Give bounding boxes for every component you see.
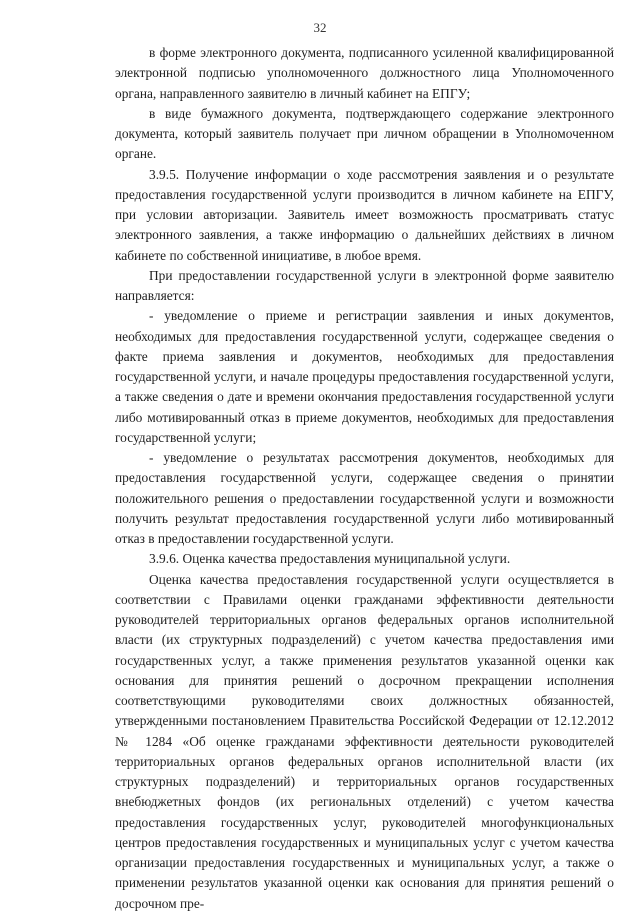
paragraph-8: Оценка качества предоставления государственной услуги осуществляется в соответствии с Правилами оценки гражданами эффективности деятельности руководителей территориальных органов федеральных органов исполнительной власти (их структурных подразделений) с учетом качества предоставления ими государственных услуг, а также применения результатов указанной оценки как основания для принятия решений о досрочном прекращении исполнения соответствующими руководителями своих должностных обязанностей, утвержденными постановлением Правительства Российской Федерации от 12.12.2012 № 1284 «Об оценке гражданами эффективности деятельности руководителей территориальных органов федеральных органов исполнительной власти (их структурных подразделений) и территориальных органов государственных внебюджетных фондов (их региональных отделений) с учетом качества предоставления государственных услуг, руководителей многофункциональных центров предоставления государственных и муниципальных услуг с учетом качества организации предоставления государственных и муниципальных услуг, а также о применении результатов указанной оценки как основания для принятия решений о досрочном пре-: [115, 571, 614, 911]
paragraph-4: При предоставлении государственной услуги в электронной форме заявителю направляется:: [115, 267, 614, 303]
paragraph-7: 3.9.6. Оценка качества предоставления муниципальной услуги.: [149, 551, 511, 567]
paragraph-2: в виде бумажного документа, подтверждающего содержание электронного документа, который заявитель получает при личном обращении в Уполномоченном органе.: [115, 105, 614, 162]
paragraph-5: - уведомление о приеме и регистрации заявления и иных документов, необходимых для предоставления государственной услуги, содержащее сведения о факте приема заявления и документов, необходимых для предоставления государственной услуги, и начале процедуры предоставления государственной услуги, а также сведения о дате и времени окончания предоставления государственной услуги либо мотивированный отказ в приеме документов, необходимых для предоставления государственной услуги;: [115, 308, 614, 445]
paragraph-3: 3.9.5. Получение информации о ходе рассмотрения заявления и о результате предоставления государственной услуги производится в личном кабинете на ЕПГУ, при условии авторизации. Заявитель имеет возможность просматривать статус электронного заявления, а также информацию о дальнейших действиях в личном кабинете по собственной инициативе, в любое время.: [115, 166, 614, 263]
page-number: 32: [313, 20, 327, 35]
body-text: [115, 43, 614, 914]
paragraph-1: в форме электронного документа, подписанного усиленной квалифицированной электронной подписью уполномоченного должностного лица Уполномоченного органа, направленного заявителю в личный кабинет на ЕПГУ;: [115, 45, 614, 101]
paragraph-6: - уведомление о результатах рассмотрения документов, необходимых для предоставления государственной услуги, содержащее сведения о принятии положительного решения о предоставлении государственной услуги и возможности получить результат предоставления государственной услуги либо мотивированный отказ в предоставлении государственной услуги.: [115, 450, 614, 546]
